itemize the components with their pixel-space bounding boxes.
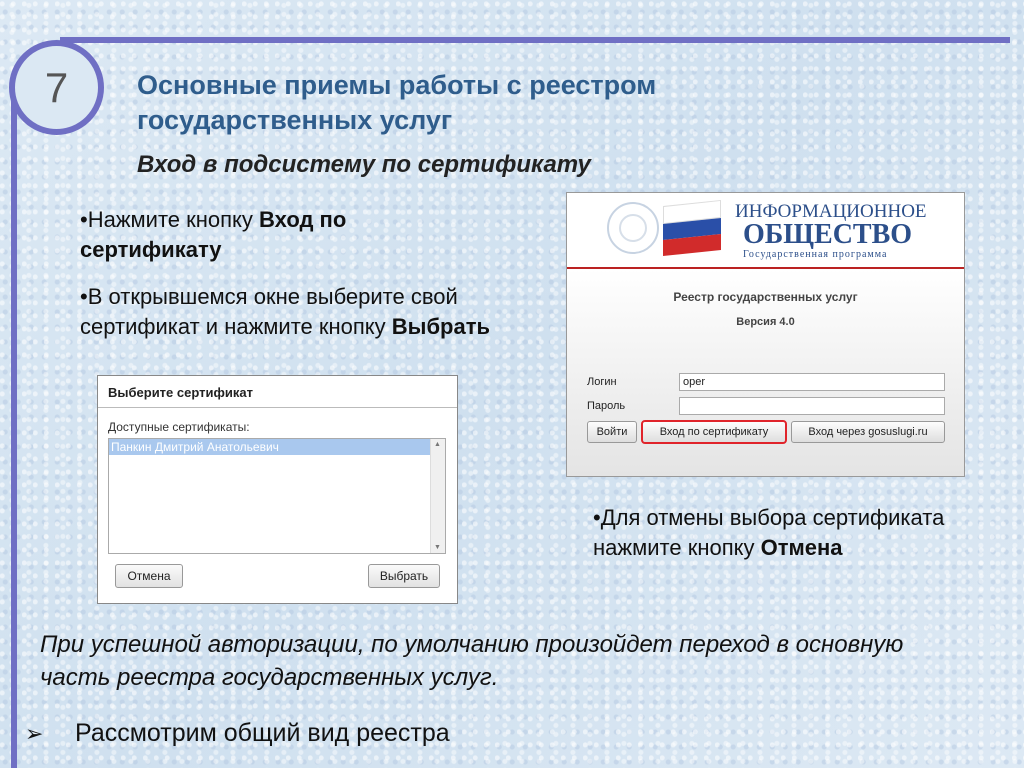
password-label: Пароль bbox=[587, 400, 626, 412]
password-input[interactable] bbox=[679, 397, 945, 415]
brand-line1: ИНФОРМАЦИОННОЕ bbox=[735, 201, 927, 222]
bullet-cert-login: •Нажмите кнопку Вход по сертификату bbox=[80, 207, 347, 262]
brand-line2: ОБЩЕСТВО bbox=[743, 219, 913, 250]
arrow-bullet-icon: ➢ bbox=[25, 721, 44, 746]
cancel-button[interactable]: Отмена bbox=[115, 564, 183, 588]
bullet-cancel: •Для отмены выбора сертификата нажмите кнопку Отмена bbox=[593, 505, 945, 560]
slide-subtitle: Вход в подсистему по сертификату bbox=[137, 151, 591, 178]
select-button[interactable]: Выбрать bbox=[368, 564, 440, 588]
list-scrollbar[interactable] bbox=[430, 439, 445, 553]
slide-title: Основные приемы работы с реестром государственных услуг bbox=[137, 70, 657, 135]
login-form bbox=[567, 269, 964, 476]
russian-flag-icon bbox=[663, 200, 721, 254]
auth-note: При успешной авторизации, по умолчанию произойдет переход в основную часть реестра государственных услуг. bbox=[40, 631, 904, 691]
login-input[interactable]: oper bbox=[679, 373, 945, 391]
list-item[interactable]: Панкин Дмитрий Анатольевич bbox=[109, 439, 433, 455]
cert-login-button[interactable]: Вход по сертификату bbox=[641, 420, 787, 444]
dialog-title: Выберите сертификат bbox=[98, 376, 457, 408]
emblem-icon bbox=[607, 202, 659, 254]
slide-number: 7 bbox=[9, 40, 104, 135]
scroll-down-icon[interactable]: ▼ bbox=[434, 544, 441, 551]
frame-top-line bbox=[60, 37, 1010, 43]
certificates-label: Доступные сертификаты: bbox=[108, 420, 250, 434]
login-label: Логин bbox=[587, 376, 617, 388]
login-panel bbox=[566, 192, 965, 477]
brand-line3: Государственная программа bbox=[743, 249, 888, 260]
gosuslugi-login-button[interactable]: Вход через gosuslugi.ru bbox=[791, 421, 945, 443]
bullet-choose-cert: •В открывшемся окне выберите свой сертификат и нажмите кнопку Выбрать bbox=[80, 284, 491, 339]
scroll-up-icon[interactable]: ▲ bbox=[434, 441, 441, 448]
frame-left-line bbox=[11, 85, 17, 768]
app-title: Реестр государственных услуг bbox=[673, 290, 858, 304]
certificate-dialog bbox=[97, 375, 458, 604]
login-button[interactable]: Войти bbox=[587, 421, 637, 443]
bottom-text: Рассмотрим общий вид реестра bbox=[75, 719, 450, 747]
certificates-list[interactable] bbox=[108, 438, 446, 554]
login-banner bbox=[567, 193, 964, 269]
app-version: Версия 4.0 bbox=[736, 316, 795, 328]
